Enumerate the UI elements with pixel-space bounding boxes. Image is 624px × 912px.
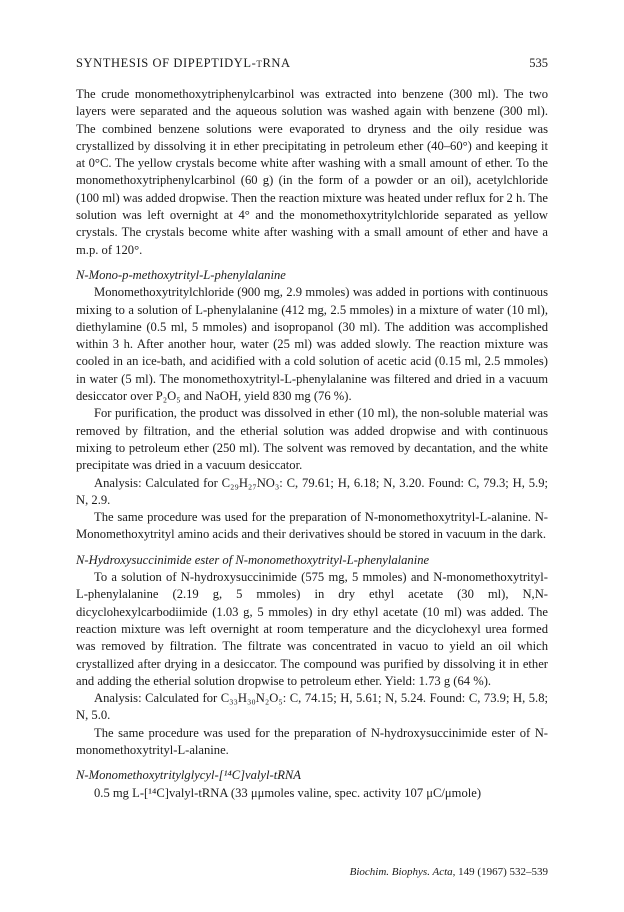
body-paragraph: For purification, the product was dissolved in ether (10 ml), the non-soluble material was removed by filtration, and the etherial solution was added dropwise and with continuous mixing to petroleum ether (250 ml). The solvent was removed by decantation, and the white precipitate was dried in a vacuum desiccator. (76, 406, 548, 473)
page-number: 535 (529, 56, 548, 70)
running-header (76, 56, 548, 71)
journal-citation (350, 866, 548, 878)
body-paragraph: To a solution of N-hydroxysuccinimide (575 mg, 5 mmoles) and N-monomethoxytrityl-L-phenylalanine (2.19 g, 5 mmoles) in dry ethyl acetate (30 ml), N,N-dicyclohexylcarbodiimide (1.03 g, 5 mmoles) in dry ethyl acetate (10 ml) was added. The reaction mixture was left overnight at room temperature and the dicyclohexyl urea formed was removed by filtration. The filtrate was concentrated in vacuo to yield an oil which crystallized after drying in a desiccator. The compound was purified by dissolving it in ether and adding the etherial solution dropwise to petroleum ether. Yield: 1.73 g (64 %). (76, 570, 548, 688)
article-body (76, 86, 548, 802)
journal-name: Biochim. Biophys. Acta, (349, 866, 456, 878)
section-heading: N-Hydroxysuccinimide ester of N-monomethoxytrityl-L-phenylalanine (76, 552, 430, 567)
body-paragraph: Monomethoxytritylchloride (900 mg, 2.9 mmoles) was added in portions with continuous mixing to a solution of L-phenylalanine (412 mg, 2.5 mmoles) in a mixture of water (10 ml), diethylamine (0.5 ml, 5 mmoles) and isopropanol (30 ml). The addition was accomplished within 3 h. After another hour, water (25 ml) was added slowly. The reaction mixture was cooled in an ice-bath, and acidified with a cold solution of acetic acid (0.15 ml, 2.5 mmoles) in water (5 ml). The monomethoxytrityl-L-phenylalanine was filtered and dried in a vacuum desiccator over P₂O₅ and NaOH, yield 830 mg (76 %). (76, 285, 548, 404)
body-paragraph: Analysis: Calculated for C₂₉H₂₇NO₃: C, 79.61; H, 6.18; N, 3.20. Found: C, 79.3; H, 5.9; N, 2.9. (76, 475, 548, 507)
running-title: SYNTHESIS OF DIPEPTIDYL-tRNA (76, 56, 291, 70)
body-paragraph: Analysis: Calculated for C₃₃H₃₀N₂O₅: C, 74.15; H, 5.61; N, 5.24. Found: C, 73.9; H, 5.8; N, 5.0. (76, 691, 548, 723)
body-paragraph: The same procedure was used for the preparation of N-hydroxysuccinimide ester of N-monomethoxytrityl-L-alanine. (76, 725, 548, 757)
section-heading: N-Monomethoxytritylglycyl-[¹⁴C]valyl-tRNA (76, 768, 301, 783)
body-paragraph: The same procedure was used for the preparation of N-monomethoxytrityl-L-alanine. N-Monomethoxytrityl amino acids and their derivatives should be stored in vacuum in the dark. (76, 510, 548, 542)
section-heading: N-Mono-p-methoxytrityl-L-phenylalanine (76, 267, 286, 282)
body-paragraph: The crude monomethoxytriphenylcarbinol was extracted into benzene (300 ml). The two layers were separated and the aqueous solution was washed again with benzene (300 ml). The combined benzene solutions were evaporated to dryness and the oily residue was crystallized by dissolving it in ether precipitating in petroleum ether (40–60°) and keeping it at 0°C. The yellow crystals become white after washing with a small amount of ether. To the monomethoxytriphenylcarbinol (60 g) (in the form of a powder or an oil), acetylchloride (100 ml) was added dropwise. Then the reaction mixture was heated under reflux for 2 h. The solution was left overnight at 4° and the monomethoxytritylchloride separated as yellow crystals. The crystals become white after washing with a small amount of ether and have a m.p. of 120°. (76, 87, 548, 257)
volume-pages: 149 (1967) 532–539 (458, 866, 548, 878)
body-paragraph: 0.5 mg L-[¹⁴C]valyl-tRNA (33 μμmoles valine, spec. activity 107 μC/μmole) (94, 785, 482, 800)
